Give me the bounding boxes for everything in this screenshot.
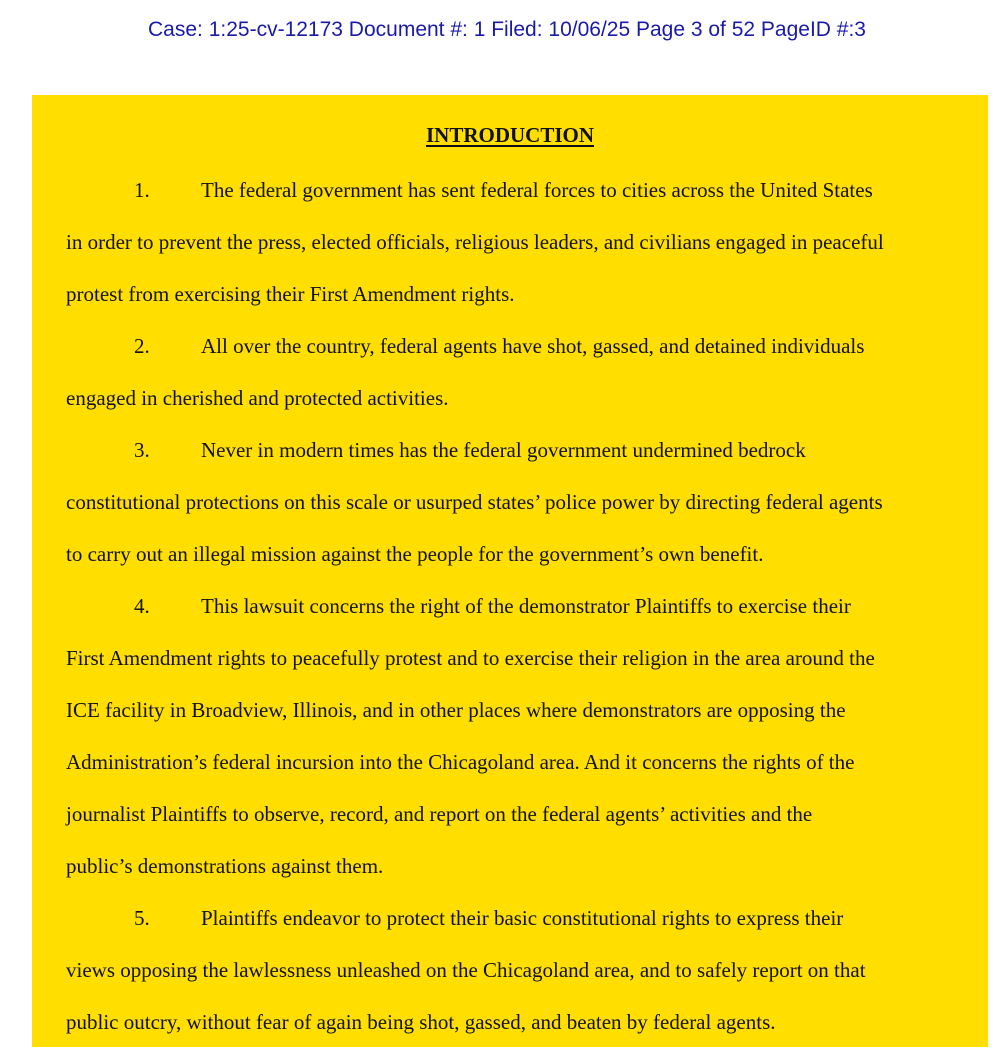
paragraph-2 — [66, 323, 966, 427]
section-title-text: INTRODUCTION — [425, 123, 595, 147]
paragraph-first-text: This lawsuit concerns the right of the demonstrator Plaintiffs to exercise their — [201, 594, 851, 618]
paragraph-first-line — [66, 167, 966, 219]
paragraph-line: Administration’s federal incursion into the Chicagoland area. And it concerns the rights of the — [66, 750, 855, 774]
document-body — [66, 167, 966, 1051]
paragraph-first-text: The federal government has sent federal forces to cities across the United States — [201, 178, 873, 202]
paragraph-first-line — [66, 895, 966, 947]
section-title — [32, 123, 988, 148]
paragraph-first-text: Never in modern times has the federal government undermined bedrock — [201, 438, 806, 462]
paragraph-line: engaged in cherished and protected activities. — [66, 386, 449, 410]
paragraph-number: 3. — [134, 438, 150, 462]
paragraph-line: First Amendment rights to peacefully protest and to exercise their religion in the area around the — [66, 646, 875, 670]
document-page — [32, 95, 988, 1047]
paragraph-number: 5. — [134, 906, 150, 930]
case-header: Case: 1:25-cv-12173 Document #: 1 Filed: 10/06/25 Page 3 of 52 PageID #:3 — [148, 18, 866, 41]
paragraph-line: constitutional protections on this scale or usurped states’ police power by directing federal agents — [66, 490, 883, 514]
paragraph-5 — [66, 895, 966, 1051]
paragraph-3 — [66, 427, 966, 583]
paragraph-first-line — [66, 427, 966, 479]
paragraph-line: protest from exercising their First Amendment rights. — [66, 282, 515, 306]
paragraph-first-line — [66, 583, 966, 635]
paragraph-line: to carry out an illegal mission against the people for the government’s own benefit. — [66, 542, 764, 566]
paragraph-line: public outcry, without fear of again being shot, gassed, and beaten by federal agents. — [66, 1010, 776, 1034]
paragraph-line: views opposing the lawlessness unleashed on the Chicagoland area, and to safely report on that — [66, 958, 866, 982]
paragraph-4 — [66, 583, 966, 895]
paragraph-number: 2. — [134, 334, 150, 358]
paragraph-line: journalist Plaintiffs to observe, record, and report on the federal agents’ activities and the — [66, 802, 813, 826]
paragraph-line: in order to prevent the press, elected officials, religious leaders, and civilians engaged in peaceful — [66, 230, 884, 254]
paragraph-number: 4. — [134, 594, 150, 618]
paragraph-number: 1. — [134, 178, 150, 202]
paragraph-line: ICE facility in Broadview, Illinois, and in other places where demonstrators are opposing the — [66, 698, 846, 722]
paragraph-first-text: All over the country, federal agents have shot, gassed, and detained individuals — [201, 334, 865, 358]
paragraph-1 — [66, 167, 966, 323]
paragraph-first-text: Plaintiffs endeavor to protect their basic constitutional rights to express their — [201, 906, 844, 930]
paragraph-first-line — [66, 323, 966, 375]
paragraph-line: public’s demonstrations against them. — [66, 854, 384, 878]
